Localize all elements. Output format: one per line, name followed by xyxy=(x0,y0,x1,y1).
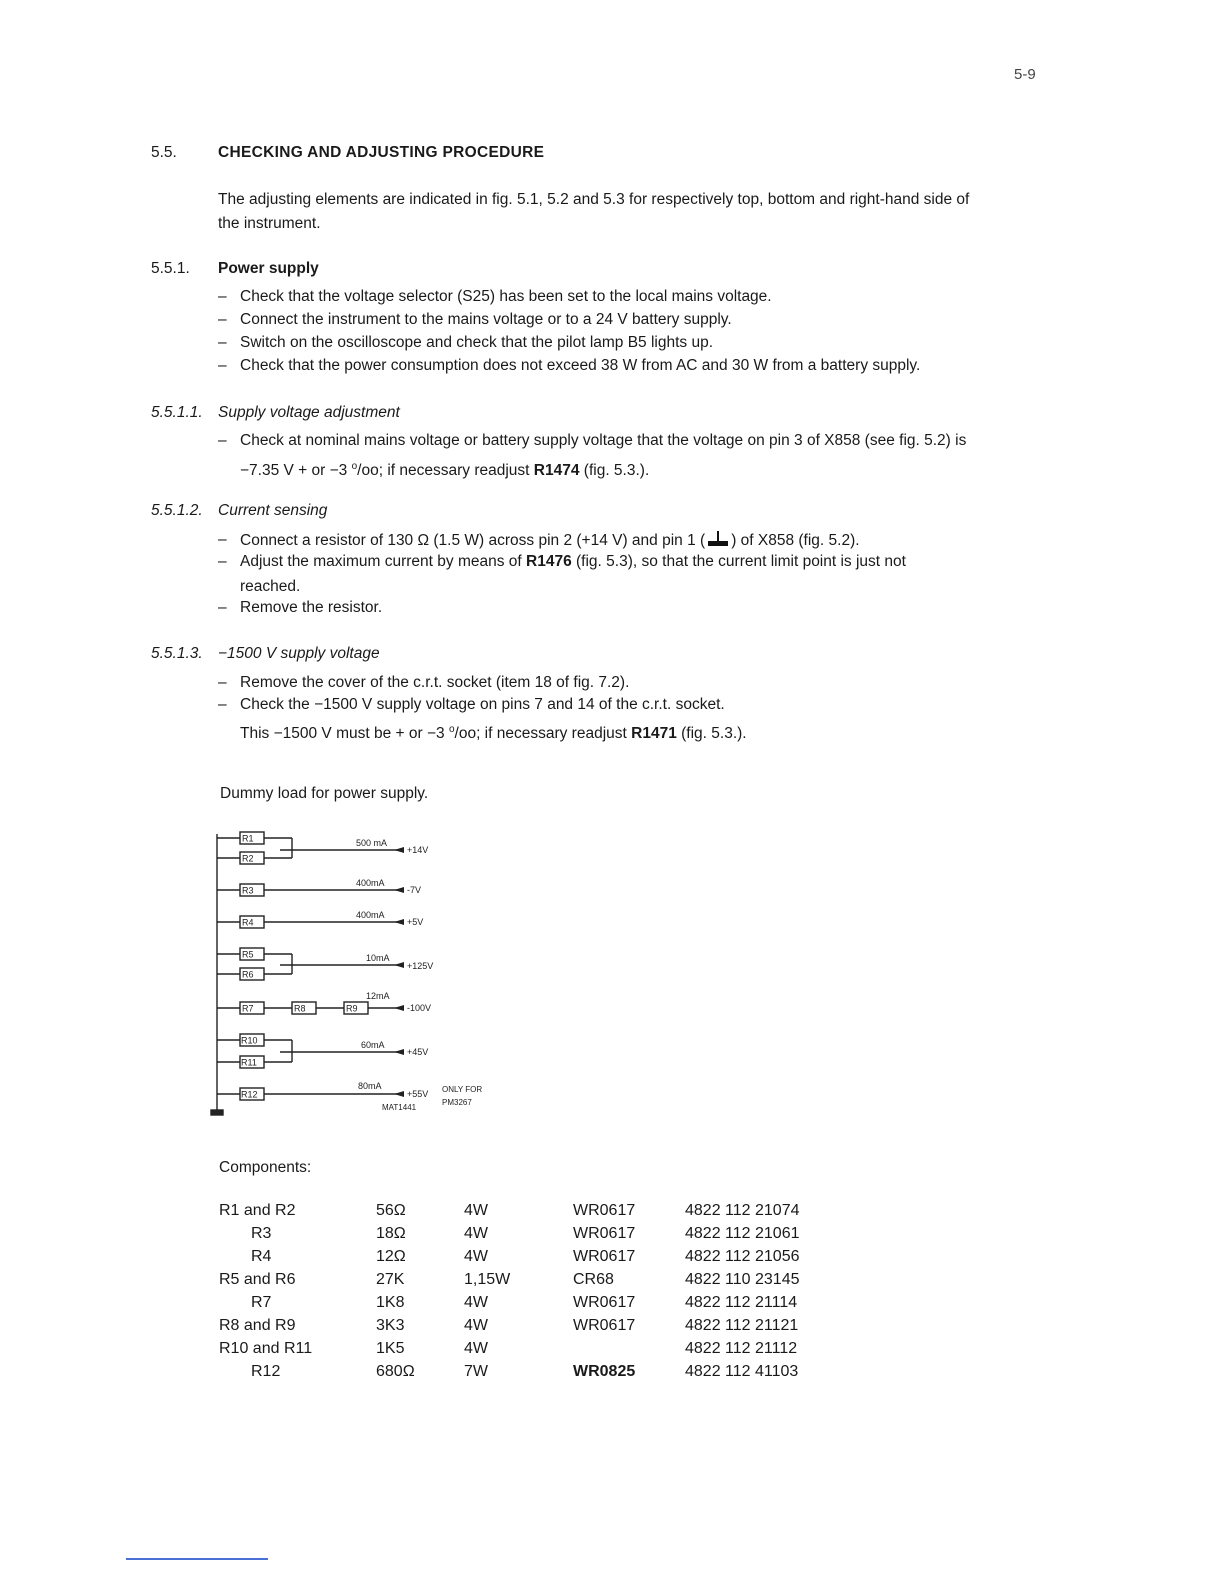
current-title: Current sensing xyxy=(218,502,328,519)
hv-number: 5.5.1.3. xyxy=(151,645,203,662)
resistor-label: R4 xyxy=(242,917,254,928)
branch-voltage: -100V xyxy=(407,1003,432,1013)
resistor-label: R5 xyxy=(242,949,254,960)
branch-voltage: +14V xyxy=(407,845,429,855)
hv-title: −1500 V supply voltage xyxy=(218,645,380,662)
resistor-label: R7 xyxy=(242,1003,254,1014)
section-title: CHECKING AND ADJUSTING PROCEDURE xyxy=(218,144,545,161)
resistor-label: R10 xyxy=(241,1035,258,1046)
branch-voltage: +5V xyxy=(407,917,424,927)
resistor-label: R3 xyxy=(242,885,254,896)
branch-current: 400mA xyxy=(356,878,385,888)
branch-current: 60mA xyxy=(361,1040,385,1050)
hv-line-3: This −1500 V must be + or −3 $^o$/oo; if necessary readjust R1471 (fig. 5.3.). xyxy=(240,724,747,743)
intro-line-1: The adjusting elements are indicated in fig. 5.1, 5.2 and 5.3 for respectively top, bottom and right-hand side of xyxy=(218,191,970,208)
branch-voltage: +45V xyxy=(407,1047,429,1057)
dummy-load-schematic xyxy=(210,826,510,1126)
resistor-label: R6 xyxy=(242,969,254,980)
supply-adj-title: Supply voltage adjustment xyxy=(218,404,400,421)
branch-current: 400mA xyxy=(356,910,385,920)
page-number: 5-9 xyxy=(1014,66,1036,83)
diagram-caption: Dummy load for power supply. xyxy=(220,785,429,802)
resistor-label: R11 xyxy=(241,1057,257,1068)
resistor-label: R1 xyxy=(242,833,254,844)
schematic-note: ONLY FOR xyxy=(442,1085,483,1094)
supply-adj-number: 5.5.1.1. xyxy=(151,404,203,421)
resistor-label: R8 xyxy=(294,1003,306,1014)
branch-voltage: -7V xyxy=(407,885,422,895)
branch-current: 500 mA xyxy=(356,838,388,848)
resistor-label: R2 xyxy=(242,853,254,864)
components-heading: Components: xyxy=(219,1159,312,1176)
ground-symbol-icon xyxy=(705,531,731,547)
schematic-note: PM3267 xyxy=(442,1098,472,1107)
resistor-label: R12 xyxy=(241,1089,258,1100)
schematic-code: MAT1441 xyxy=(382,1103,417,1112)
power-section-number: 5.5.1. xyxy=(151,260,190,277)
branch-voltage: +55V xyxy=(407,1089,429,1099)
footer-rule xyxy=(126,1558,268,1560)
power-section-title: Power supply xyxy=(218,260,319,277)
branch-voltage: +125V xyxy=(407,961,434,971)
branch-current: 80mA xyxy=(358,1081,382,1091)
section-number: 5.5. xyxy=(151,144,177,161)
current-number: 5.5.1.2. xyxy=(151,502,203,519)
supply-adj-line-2: −7.35 V + or −3 $^o$/oo; if necessary readjust R1474 (fig. 5.3.). xyxy=(240,461,650,480)
branch-current: 10mA xyxy=(366,953,390,963)
resistor-label: R9 xyxy=(346,1003,358,1014)
intro-line-2: the instrument. xyxy=(218,215,321,232)
current-item-2-line-2: reached. xyxy=(240,578,301,595)
branch-current: 12mA xyxy=(366,991,390,1001)
